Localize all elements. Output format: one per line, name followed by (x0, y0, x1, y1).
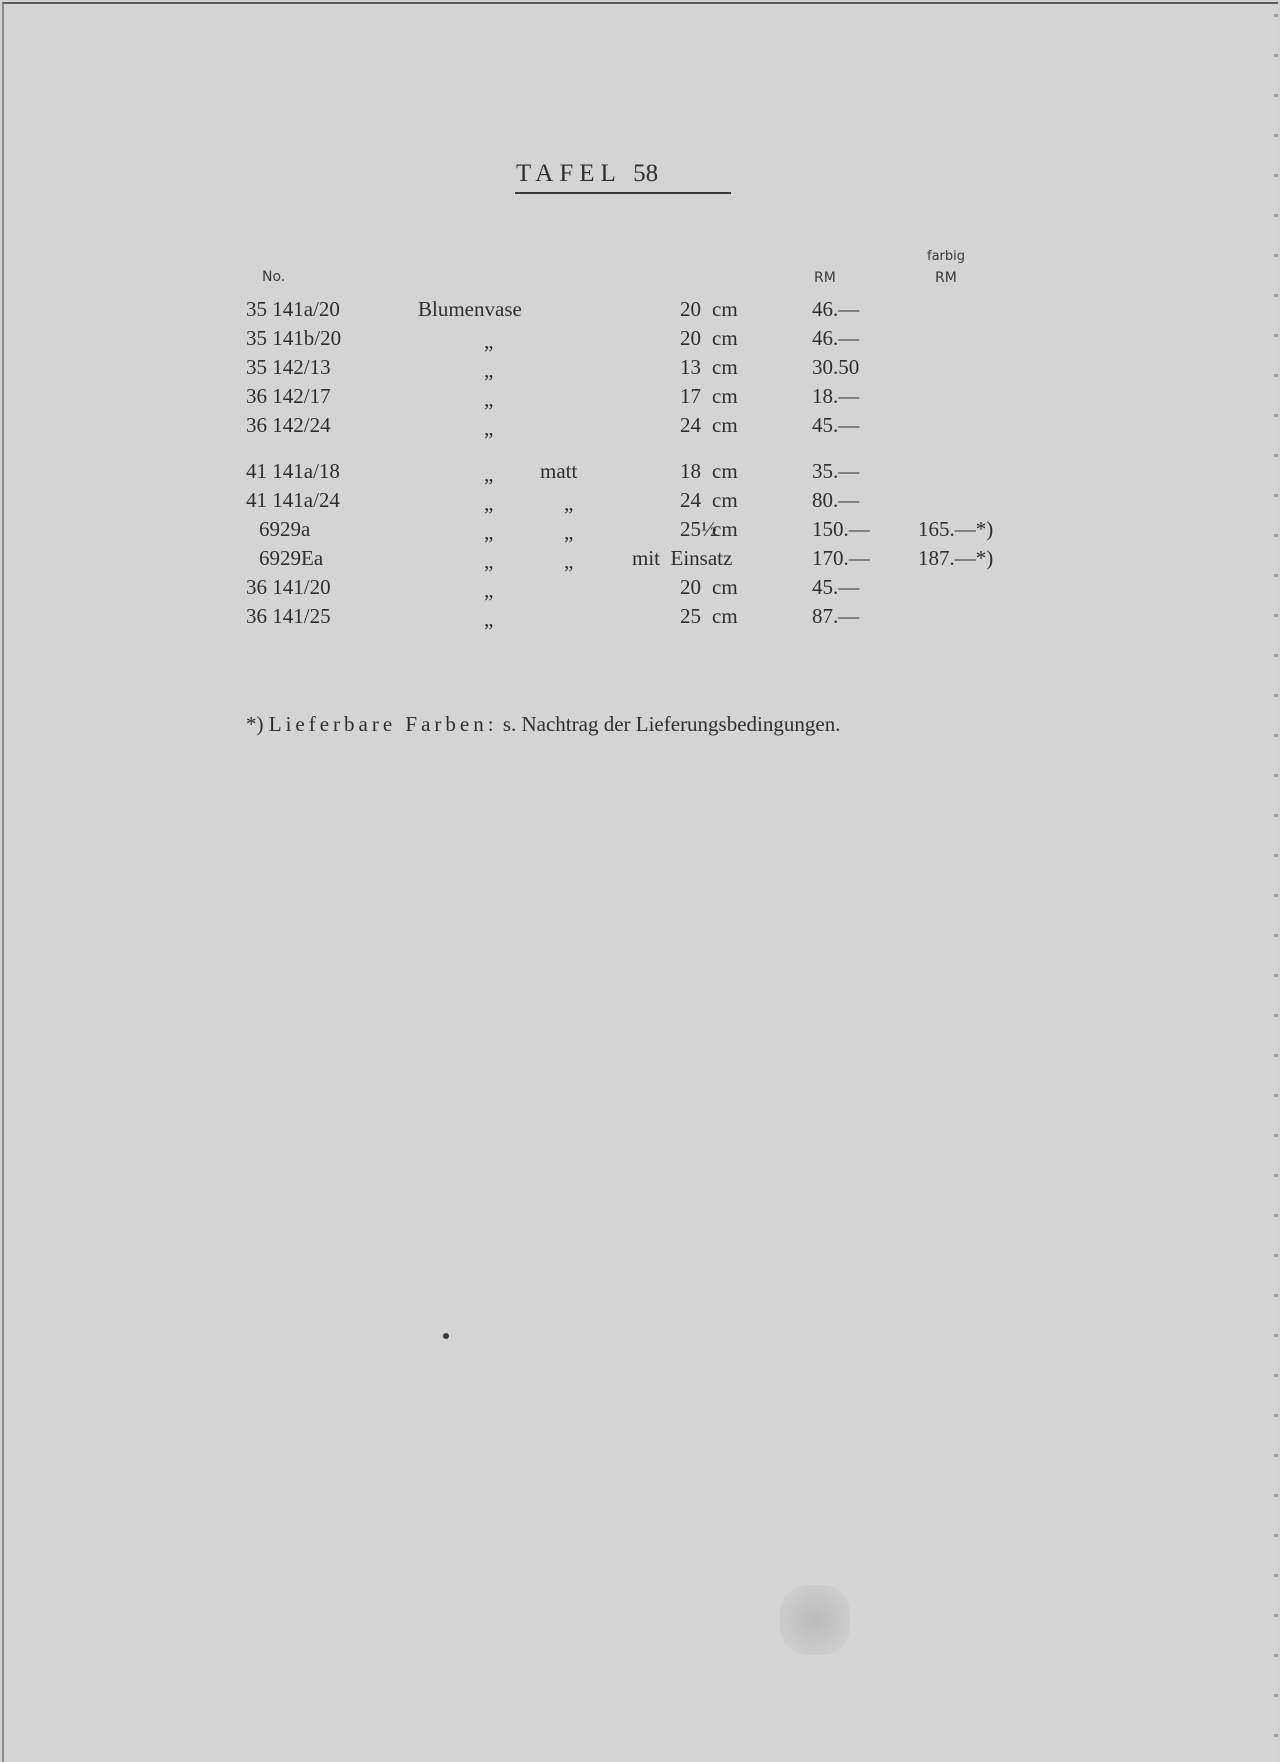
item-size: 17 (680, 384, 701, 408)
item-size-unit: cm (712, 413, 738, 437)
title-underline (515, 192, 731, 194)
table-row (0, 355, 1280, 383)
table-row (0, 546, 1280, 574)
item-size-unit: cm (712, 488, 738, 512)
item-size: 20 (680, 326, 701, 350)
item-size-unit: cm (712, 355, 738, 379)
item-description-ditto: „ (484, 462, 494, 486)
item-size-unit: cm (712, 297, 738, 321)
scanned-page (2, 2, 1278, 1762)
footnote (246, 712, 840, 737)
item-price: 45.— (812, 413, 860, 437)
item-size-unit: cm (712, 384, 738, 408)
item-description-ditto: „ (484, 491, 494, 515)
ink-speck (443, 1333, 449, 1339)
item-number: 36 142/17 (246, 384, 331, 408)
item-size-unit: cm (712, 604, 738, 628)
item-number: 41 141a/24 (246, 488, 340, 512)
item-size-unit: cm (712, 459, 738, 483)
footnote-label: Lieferbare Farben: (268, 712, 498, 736)
item-size: 24 (680, 413, 701, 437)
item-description-ditto: „ (484, 329, 494, 353)
item-size: 18 (680, 459, 701, 483)
title-number: 58 (633, 160, 659, 187)
item-description-ditto: „ (484, 387, 494, 411)
item-size: 25 (680, 604, 701, 628)
item-finish-ditto: „ (564, 549, 574, 573)
header-farbig: farbig (927, 249, 966, 264)
header-farbig-rm: RM (935, 270, 957, 286)
item-finish: matt (540, 459, 578, 483)
item-price: 87.— (812, 604, 860, 628)
page-title (516, 160, 716, 188)
item-price: 45.— (812, 575, 860, 599)
item-price: 30.50 (812, 355, 860, 379)
item-number: 41 141a/18 (246, 459, 340, 483)
item-number: 35 142/13 (246, 355, 331, 379)
item-finish-ditto: „ (564, 491, 574, 515)
table-row (0, 488, 1280, 516)
item-description-ditto: „ (484, 549, 494, 573)
item-price: 46.— (812, 297, 860, 321)
header-no: No. (262, 269, 286, 285)
item-description-ditto: „ (484, 607, 494, 631)
table-row (0, 384, 1280, 412)
item-number: 6929a (259, 517, 311, 541)
item-size-insert: mit Einsatz (632, 546, 733, 570)
item-number: 36 141/20 (246, 575, 331, 599)
item-price: 18.— (812, 384, 860, 408)
item-number: 35 141b/20 (246, 326, 342, 350)
table-row (0, 604, 1280, 632)
item-finish-ditto: „ (564, 520, 574, 544)
paper-smudge (780, 1585, 850, 1655)
item-price: 170.— (812, 546, 870, 570)
item-description-ditto: „ (484, 578, 494, 602)
item-price: 46.— (812, 326, 860, 350)
item-size-unit: cm (712, 326, 738, 350)
table-row (0, 297, 1280, 325)
item-size: 20 (680, 575, 701, 599)
item-price: 150.— (812, 517, 870, 541)
header-rm: RM (814, 270, 836, 286)
footnote-text: s. Nachtrag der Lieferungsbedingungen. (502, 712, 841, 736)
item-size-unit: cm (712, 517, 738, 541)
item-price-colored: 187.—*) (918, 546, 994, 570)
item-size: 13 (680, 355, 701, 379)
item-size: 25½ (680, 517, 717, 541)
item-size: 24 (680, 488, 701, 512)
table-row (0, 326, 1280, 354)
item-number: 36 142/24 (246, 413, 331, 437)
table-row (0, 459, 1280, 487)
item-description-ditto: „ (484, 416, 494, 440)
item-number: 36 141/25 (246, 604, 331, 628)
item-description-ditto: „ (484, 358, 494, 382)
table-row (0, 517, 1280, 545)
table-row (0, 413, 1280, 441)
item-number: 35 141a/20 (246, 297, 340, 321)
title-word: TAFEL (516, 160, 621, 187)
footnote-marker: *) (246, 712, 264, 736)
item-price-colored: 165.—*) (918, 517, 994, 541)
item-description: Blumenvase (418, 297, 522, 321)
item-size-unit: cm (712, 575, 738, 599)
table-row (0, 575, 1280, 603)
item-number: 6929Ea (259, 546, 324, 570)
page-edge-perforation (1274, 0, 1278, 1762)
item-description-ditto: „ (484, 520, 494, 544)
item-price: 35.— (812, 459, 860, 483)
item-price: 80.— (812, 488, 860, 512)
item-size: 20 (680, 297, 701, 321)
